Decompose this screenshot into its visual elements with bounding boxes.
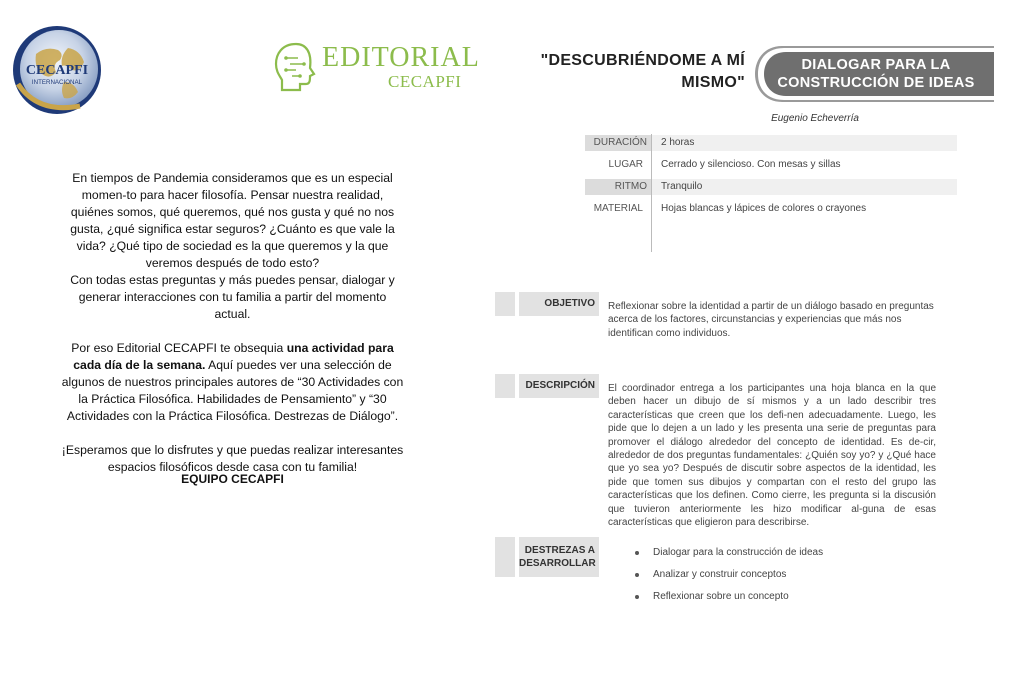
cecapfi-logo-text: CECAPFI — [25, 63, 89, 78]
info-value: Tranquilo — [661, 181, 703, 192]
info-row-lugar — [585, 157, 957, 173]
objetivo-label: OBJETIVO — [519, 292, 599, 316]
section-banner-label — [770, 56, 982, 92]
cecapfi-logo-subtext: INTERNACIONAL — [31, 79, 83, 86]
intro-paragraph-2-start: Por eso Editorial CECAPFI te obsequia — [71, 341, 287, 355]
intro-paragraph-2-bold: una actividad para cada día de la semana. — [73, 341, 394, 372]
skill-item — [635, 546, 823, 568]
info-row-duracion — [585, 135, 957, 151]
intro-paragraph-2 — [60, 340, 405, 425]
intro-paragraph-1b: Con todas estas preguntas y más puedes pensar, dialogar y generar interacciones con tu familia a partir del momento actual. — [70, 273, 395, 321]
info-table-divider — [651, 134, 652, 252]
destrezas-label — [519, 537, 599, 577]
bullet-icon — [635, 573, 639, 577]
tab-stub — [495, 374, 515, 398]
cecapfi-logo — [8, 24, 106, 116]
info-value: Hojas blancas y lápices de colores o crayones — [661, 203, 867, 214]
intro-paragraph-1: En tiempos de Pandemia consideramos que es un especial momen-to para hacer filosofía. Pensar nuestra realidad, quiénes somos, qué queremos, qué nos gusta y qué no nos gusta, ¿qué significa estar seguros? ¿Cuánto es que vale la vida? ¿Qué tipo de sociedad es la que queremos y la que veremos después de todo esto? — [70, 171, 395, 270]
intro-paragraph-3: ¡Esperamos que lo disfrutes y que puedas realizar interesantes espacios filosóficos desde casa con tu familia! — [61, 443, 404, 474]
tab-stub — [495, 292, 515, 316]
editorial-logo-subtitle: CECAPFI — [388, 72, 462, 91]
tab-stub — [495, 537, 515, 577]
skill-item — [635, 568, 823, 590]
section-banner-line-2: CONSTRUCCIÓN DE IDEAS — [777, 75, 975, 91]
info-row-ritmo — [585, 179, 957, 195]
skill-item — [635, 590, 823, 612]
info-value: 2 horas — [661, 137, 695, 148]
skills-list — [635, 546, 823, 612]
intro-text — [60, 170, 405, 493]
section-banner-line-1: DIALOGAR PARA LA — [801, 57, 951, 73]
head-circuit-icon — [272, 40, 320, 94]
descripcion-label: DESCRIPCIÓN — [519, 374, 599, 398]
author-name: Eugenio Echeverría — [771, 113, 859, 124]
info-key: MATERIAL — [593, 203, 643, 214]
activity-title-line-2: MISMO" — [681, 74, 745, 91]
info-row-material — [585, 201, 957, 217]
info-key: DURACIÓN — [585, 135, 651, 151]
info-value: Cerrado y silencioso. Con mesas y sillas — [661, 159, 841, 170]
bullet-icon — [635, 595, 639, 599]
info-table — [585, 134, 957, 252]
activity-title — [540, 50, 745, 94]
descripcion-text: El coordinador entrega a los participantes una hoja blanca en la que deben hacer un dibujo de sí mismos y a un lado describir tres características que creen que los defi-nen adecuadamente. Luego, les pide que lo dejen a un lado y les presenta una serie de preguntas para promover el diálogo alrededor del concepto de identidad. Es de-cir, alrededor de dos preguntas fundamentales: ¿Quién soy yo? y ¿Qué hace que yo sea yo? Después de discutir sobre aspectos de la identidad, les pide que tomen sus dibujos y compartan con el resto del grupo las características que los definen. Como cierre, les pregunta si la discusión que tuvieron anteriormente les hizo modificar al-guna de esas características que eligieron para describirse. — [608, 383, 936, 529]
editorial-logo-title: EDITORIAL — [322, 42, 480, 73]
info-key: RITMO — [585, 179, 651, 195]
destrezas-label-line-1: DESTREZAS A — [524, 545, 595, 556]
bullet-icon — [635, 551, 639, 555]
destrezas-label-line-2: DESARROLLAR — [519, 558, 596, 569]
team-signature: EQUIPO CECAPFI — [181, 472, 284, 486]
skill-text: Reflexionar sobre un concepto — [653, 591, 789, 602]
intro-paragraph-2-end: Aquí puedes ver una selección de algunos de nuestros principales autores de “30 Actividades con la Práctica Filosófica. Habilidades de Pensamiento” y “30 Actividades con la Práctica Filosófica. Destrezas de Diálogo”. — [61, 358, 404, 423]
skill-text: Analizar y construir conceptos — [653, 569, 787, 580]
objetivo-text: Reflexionar sobre la identidad a partir de un diálogo basado en preguntas acerca de los factores, circunstancias y experiencias que más nos identifican como individuos. — [608, 301, 934, 339]
info-key: LUGAR — [608, 159, 643, 170]
skill-text: Dialogar para la construcción de ideas — [653, 547, 824, 558]
activity-title-line-1: "DESCUBRIÉNDOME A MÍ — [540, 52, 745, 69]
